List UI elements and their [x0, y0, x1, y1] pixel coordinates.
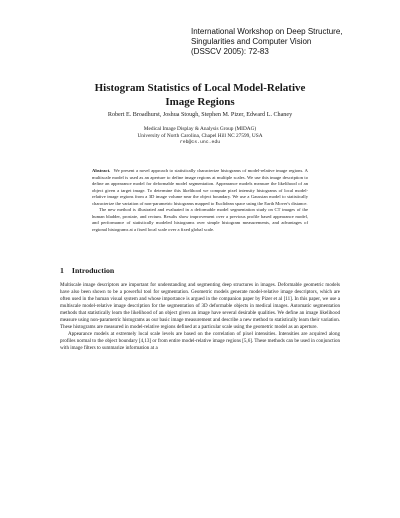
section-number: 1: [60, 266, 64, 275]
abstract-paragraph-2: The new method is illustrated and evaluated in a deformable model segmentation study on CT images of the human bladder, prostate, and rectum. Results show improvement over a previous profile based appearance model, and performance of statistically modeled histograms over simple histogram measurements, and advantages of regional histograms at a fixed local scale over a fixed global scale.: [92, 207, 308, 232]
paper-title: [60, 81, 340, 109]
body-paragraph-2: Appearance models at extremely local scale levels are based on the correlation of pixel intensities. Intensities are acquired along profiles normal to the object boundary [4,13] or from entire model-relative image regions [5,6]. These methods can be used in conjunction with image filters to summarize information at a: [60, 331, 340, 352]
body-text: [60, 282, 340, 352]
title-line-2: Image Regions: [165, 96, 235, 108]
author-list: Robert E. Broadhurst, Joshua Stough, Stephen M. Pizer, Edward L. Chaney: [107, 112, 293, 118]
venue-line-3: (DSSCV 2005): 72-83: [191, 47, 269, 56]
body-paragraph-1: Multiscale image descriptors are important for understanding and segmenting deep structures in images. Deformable geometric models have also been shown to be a powerful tool for segmentation. Geometric models generate model-relative image descriptors, which are often used in the human visual system and whose importance is argued in the companion paper by Pizer et al [11]. In this paper, we use a multiscale model-relative image description for the segmentation of 3D deformable objects in medical images. Automatic segmentation methods that statistically learn the likelihood of an object given an image have several desirable qualities. We define an image likelihood measure using non-parametric histograms as our basic image measurement and describe a new method to statistically learn their variation. These histograms are measured in model-relative regions defined at a particular scale using the geometric model as an aperture.: [60, 282, 340, 331]
affiliation-group: Medical Image Display & Analysis Group (MIDAG): [143, 126, 257, 132]
section-title: Introduction: [71, 266, 115, 275]
venue-line-2: Singularities and Computer Vision: [191, 37, 312, 46]
section-heading: [60, 266, 340, 276]
abstract: [92, 168, 308, 233]
venue-header: [191, 27, 391, 57]
abstract-label: Abstract.: [92, 168, 111, 173]
abstract-text-1: We present a novel approach to statistically characterize histograms of model-relative image regions. A multiscale model is used as an aperture to define image regions at multiple scales. We use this image description to define an appearance model for deformable model segmentation. Appearance models measure the likelihood of an object given a target image. To determine this likelihood we compute pixel intensity histograms of local model-relative image regions from a 3D image volume near the object boundary. We use a Gaussian model to statistically characterize the variation of non-parametric histograms mapped to Euclidean space using the Earth Mover's distance.: [92, 168, 308, 206]
author-email: reb@cs.unc.edu: [179, 139, 221, 145]
affiliation-address: University of North Carolina, Chapel Hill NC 27599, USA: [137, 132, 263, 139]
abstract-paragraph-1: [92, 168, 308, 207]
title-line-1: Histogram Statistics of Local Model-Relative: [94, 82, 306, 94]
venue-line-1: International Workshop on Deep Structure,: [191, 27, 343, 36]
affiliation: [60, 126, 340, 146]
